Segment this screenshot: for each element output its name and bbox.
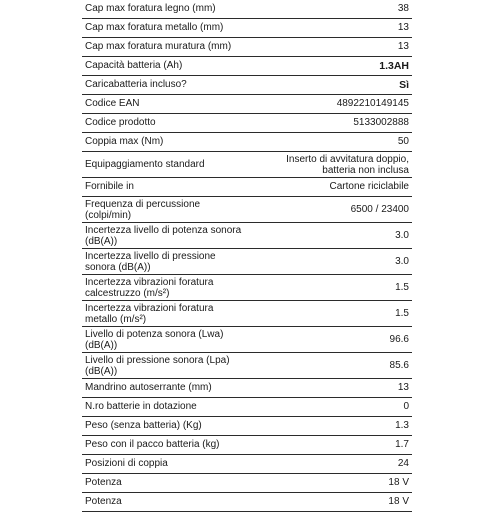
spec-row [82, 76, 412, 95]
spec-value: Sì [399, 79, 409, 91]
spec-label: Potenza [85, 477, 122, 488]
spec-row [82, 301, 412, 327]
spec-value: 6500 / 23400 [350, 204, 409, 215]
spec-row [82, 133, 412, 152]
spec-row [82, 178, 412, 197]
spec-row [82, 493, 412, 512]
spec-row [82, 38, 412, 57]
spec-value: Inserto di avvitatura doppio, batteria non inclusa [286, 153, 409, 176]
spec-label: Equipaggiamento standard [85, 159, 205, 170]
spec-label: Cap max foratura muratura (mm) [85, 41, 232, 52]
spec-row [82, 152, 412, 178]
spec-row [82, 436, 412, 455]
spec-label: Incertezza vibrazioni foratura metallo (m/s²) [85, 302, 214, 325]
spec-label: Cap max foratura metallo (mm) [85, 22, 224, 33]
spec-table [82, 0, 412, 512]
spec-label: Frequenza di percussione (colpi/min) [85, 198, 201, 221]
spec-row [82, 19, 412, 38]
spec-value: 1.3 [395, 420, 409, 431]
spec-label: Capacità batteria (Ah) [85, 60, 183, 71]
spec-label: Posizioni di coppia [85, 458, 168, 469]
spec-value: 13 [397, 382, 409, 393]
spec-value: 3.0 [395, 230, 409, 241]
spec-value: 38 [397, 3, 409, 14]
spec-value: 18 V [388, 496, 409, 507]
spec-row [82, 379, 412, 398]
spec-label: Caricabatteria incluso? [85, 79, 187, 90]
spec-row [82, 474, 412, 493]
spec-row [82, 57, 412, 76]
spec-row [82, 223, 412, 249]
spec-value: 4892210149145 [336, 98, 409, 109]
spec-row [82, 114, 412, 133]
spec-value: 50 [397, 136, 409, 147]
spec-row [82, 398, 412, 417]
spec-label: Incertezza vibrazioni foratura calcestruzzo (m/s²) [85, 276, 214, 299]
spec-value: 18 V [388, 477, 409, 488]
spec-value: 85.6 [389, 360, 409, 371]
spec-value: 1.3AH [379, 60, 409, 72]
spec-label: Coppia max (Nm) [85, 136, 164, 147]
spec-value: 96.6 [389, 334, 409, 345]
spec-label: Codice prodotto [85, 117, 156, 128]
spec-value: 0 [403, 401, 409, 412]
spec-label: Livello di potenza sonora (Lwa) (dB(A)) [85, 328, 224, 351]
spec-row [82, 249, 412, 275]
spec-row [82, 197, 412, 223]
spec-value: 13 [397, 22, 409, 33]
spec-label: Peso (senza batteria) (Kg) [85, 420, 202, 431]
spec-row [82, 417, 412, 436]
spec-row [82, 95, 412, 114]
spec-label: Incertezza livello di potenza sonora (dB(A)) [85, 224, 242, 247]
spec-value: 1.7 [395, 439, 409, 450]
spec-label: N.ro batterie in dotazione [85, 401, 197, 412]
spec-value: 13 [397, 41, 409, 52]
spec-value: Cartone riciclabile [329, 181, 409, 192]
spec-label: Fornibile in [85, 181, 134, 192]
spec-value: 3.0 [395, 256, 409, 267]
spec-label: Potenza [85, 496, 122, 507]
spec-row [82, 353, 412, 379]
spec-label: Codice EAN [85, 98, 140, 109]
spec-row [82, 327, 412, 353]
spec-value: 5133002888 [353, 117, 409, 128]
spec-value: 1.5 [395, 308, 409, 319]
spec-label: Livello di pressione sonora (Lpa) (dB(A)) [85, 354, 230, 377]
spec-row [82, 455, 412, 474]
spec-label: Mandrino autoserrante (mm) [85, 382, 212, 393]
spec-label: Incertezza livello di pressione sonora (dB(A)) [85, 250, 216, 273]
spec-row [82, 275, 412, 301]
spec-row [82, 0, 412, 19]
spec-value: 24 [397, 458, 409, 469]
spec-label: Cap max foratura legno (mm) [85, 3, 216, 14]
spec-label: Peso con il pacco batteria (kg) [85, 439, 220, 450]
spec-value: 1.5 [395, 282, 409, 293]
